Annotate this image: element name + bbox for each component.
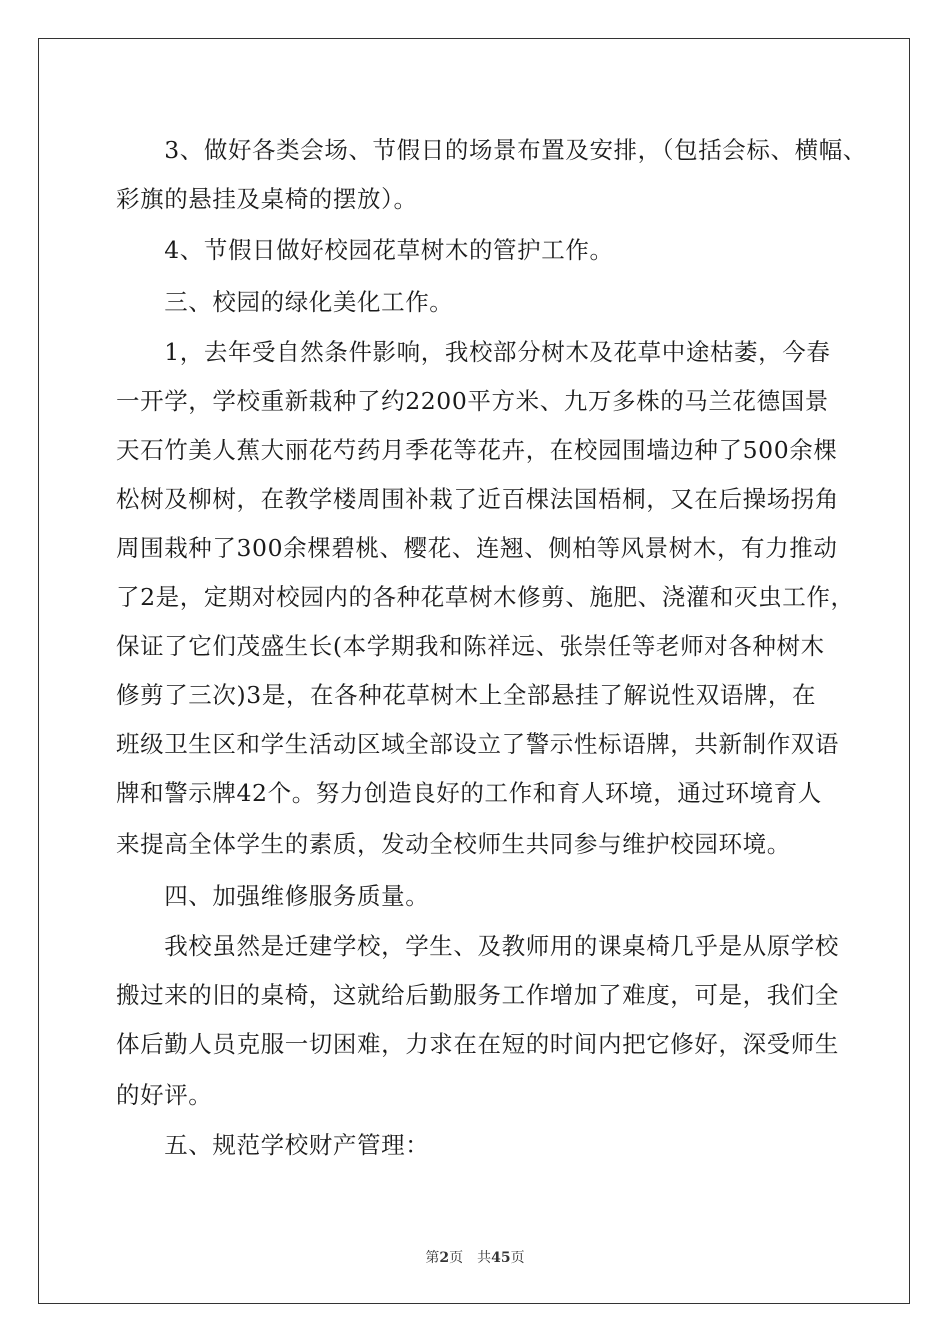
document-body xyxy=(116,126,867,1170)
text-line: 我校虽然是迁建学校，学生、及教师用的课桌椅几乎是从原学校 xyxy=(116,932,839,960)
text-line: 班级卫生区和学生活动区域全部设立了警示性标语牌，共新制作双语 xyxy=(116,730,839,758)
text-line: 天石竹美人蕉大丽花芍药月季花等花卉，在校园围墙边种了500余棵 xyxy=(116,436,838,464)
section-heading: 四、加强维修服务质量。 xyxy=(116,882,430,910)
total-suffix: 页 xyxy=(510,1250,525,1266)
text-line: 修剪了三次)3是，在各种花草树木上全部悬挂了解说性双语牌，在 xyxy=(116,681,817,709)
text-line: 彩旗的悬挂及桌椅的摆放）。 xyxy=(116,185,418,213)
text-line: 保证了它们茂盛生长(本学期我和陈祥远、张崇任等老师对各种树木 xyxy=(116,632,825,660)
text-line: 一开学，学校重新栽种了约2200平方米、九万多株的马兰花德国景 xyxy=(116,387,829,415)
page-footer xyxy=(0,1247,950,1267)
text-line: 搬过来的旧的桌椅，这就给后勤服务工作增加了难度，可是，我们全 xyxy=(116,981,839,1009)
page-number: 2 xyxy=(439,1250,450,1266)
page-suffix: 页 共 xyxy=(449,1250,492,1266)
text-line: 松树及柳树，在教学楼周围补栽了近百棵法国梧桐，又在后操场拐角 xyxy=(116,485,839,513)
text-line: 来提高全体学生的素质，发动全校师生共同参与维护校园环境。 xyxy=(116,830,791,858)
text-line: 周围栽种了300余棵碧桃、樱花、连翘、侧柏等风景树木，有力推动 xyxy=(116,534,838,562)
page-prefix: 第 xyxy=(425,1250,440,1266)
section-heading: 三、校园的绿化美化工作。 xyxy=(116,288,454,316)
text-line: 体后勤人员克服一切困难，力求在在短的时间内把它修好，深受师生 xyxy=(116,1030,839,1058)
text-line: 3、做好各类会场、节假日的场景布置及安排，（包括会标、横幅、 xyxy=(116,136,867,164)
text-line: 了2是，定期对校园内的各种花草树木修剪、施肥、浇灌和灭虫工作， xyxy=(116,583,855,611)
section-heading: 五、规范学校财产管理： xyxy=(116,1131,430,1159)
text-line: 1，去年受自然条件影响，我校部分树木及花草中途枯萎，今春 xyxy=(116,338,831,366)
text-line: 4、节假日做好校园花草树木的管护工作。 xyxy=(116,236,614,264)
text-line: 牌和警示牌42个。努力创造良好的工作和育人环境，通过环境育人 xyxy=(116,779,822,807)
total-pages: 45 xyxy=(491,1250,511,1266)
text-line: 的好评。 xyxy=(116,1081,213,1109)
